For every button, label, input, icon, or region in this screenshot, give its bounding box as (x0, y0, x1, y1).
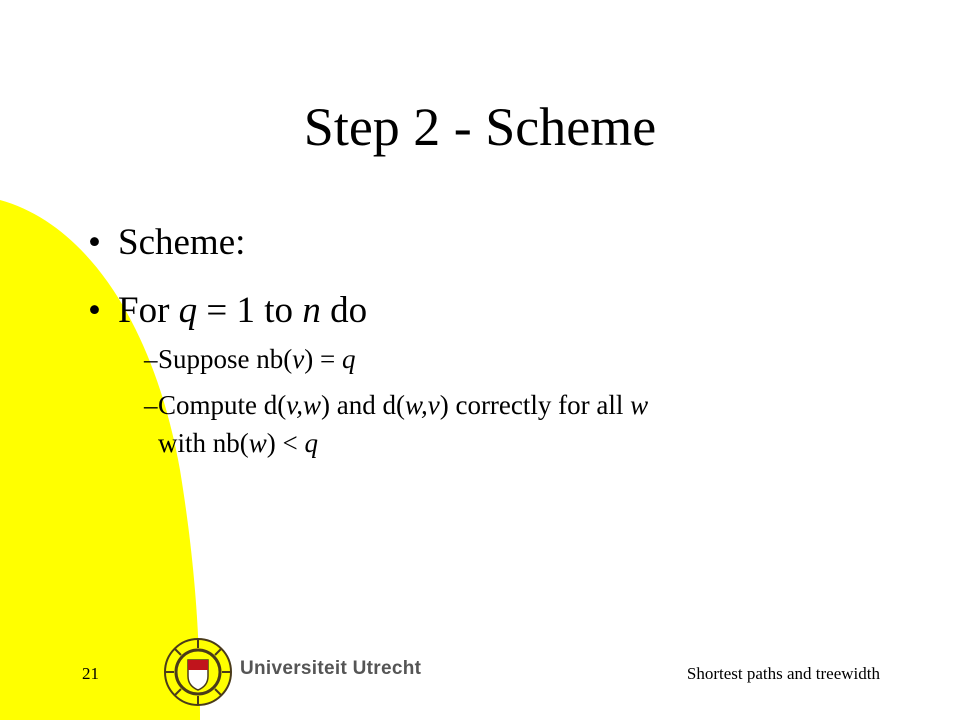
var-n: n (302, 290, 321, 331)
page-number: 21 (82, 664, 99, 683)
compute-line2-p2: ) < (266, 428, 305, 458)
compute-p2: ) and d( (321, 390, 405, 420)
compute-p1: Compute d( (158, 390, 287, 420)
var-wv: w,v (404, 390, 440, 420)
compute-p3: ) correctly for all (439, 390, 631, 420)
sub-dash: – (144, 344, 158, 374)
for-mid: = 1 to (197, 290, 303, 331)
bullet-dot: • (88, 222, 101, 263)
var-q: q (178, 290, 198, 331)
bullet-for-loop (88, 286, 908, 336)
university-logo (162, 636, 442, 708)
bullet-scheme-text: Scheme: (118, 222, 246, 263)
for-post: do (320, 290, 368, 331)
bullet-list (88, 218, 908, 468)
compute-line2-p1: with nb( (158, 428, 249, 458)
bullet-dot: • (88, 290, 101, 331)
logo-text: Universiteit Utrecht (240, 658, 422, 679)
suppose-pre: Suppose nb( (158, 344, 293, 374)
var-w: w (248, 428, 267, 458)
sub-bullet-compute (88, 386, 908, 462)
var-v: v (292, 344, 305, 374)
var-w: w (630, 390, 649, 420)
var-q: q (304, 428, 318, 458)
university-seal-icon (162, 636, 234, 708)
var-vw: v,w (286, 390, 321, 420)
sub-dash: – (144, 390, 158, 420)
bullet-scheme (88, 218, 908, 268)
var-q: q (341, 344, 356, 374)
slide-title: Step 2 - Scheme (303, 97, 657, 157)
for-pre: For (118, 290, 179, 331)
sub-bullet-suppose (88, 340, 908, 378)
footer-course-title: Shortest paths and treewidth (686, 664, 880, 683)
suppose-mid: ) = (304, 344, 342, 374)
